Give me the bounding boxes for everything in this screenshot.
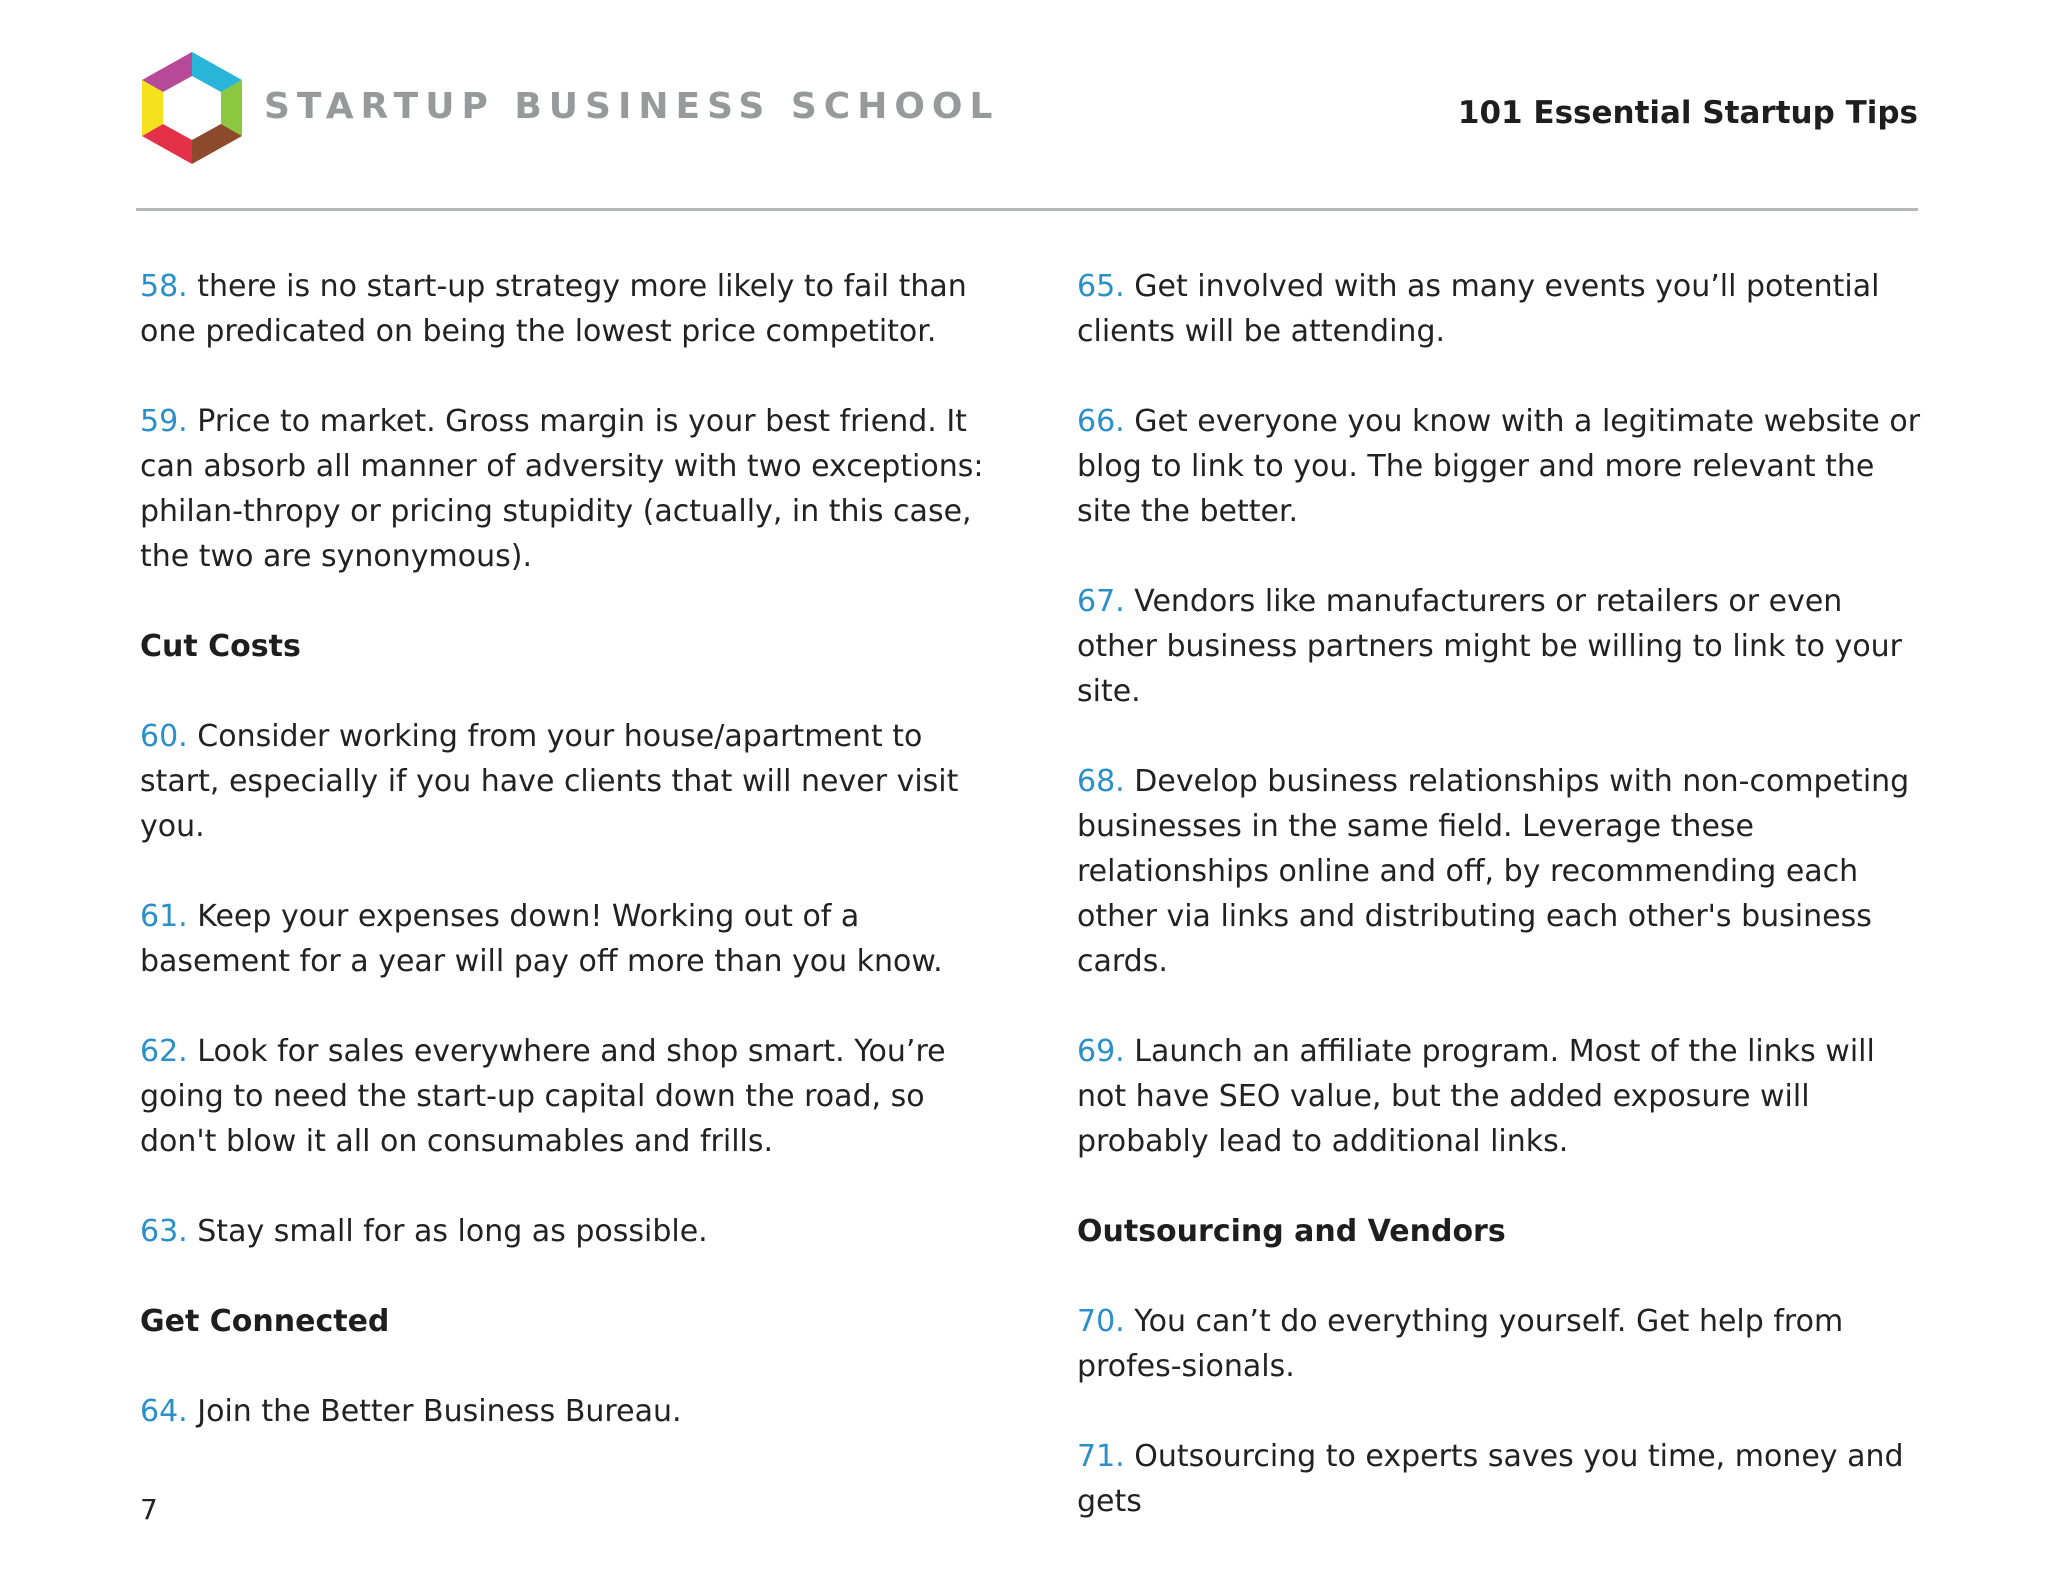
hexagon-logo-icon [138,48,246,168]
tip-number: 58. [140,269,188,304]
tip-item [1077,264,1927,354]
tip-number: 71. [1077,1439,1125,1474]
tip-text: Consider working from your house/apartment to start, especially if you have clients that will never visit you. [140,719,959,844]
tip-item [140,264,990,354]
tip-item [140,894,990,984]
tip-item [140,1389,990,1434]
tip-text: Develop business relationships with non-competing businesses in the same field. Leverage these relationships online and off, by recommending each other via links and distributing each other's business cards. [1077,764,1910,979]
right-column [1077,264,1927,1569]
header-divider [136,208,1918,211]
section-heading: Cut Costs [140,629,301,664]
tip-text: Stay small for as long as possible. [197,1214,708,1249]
tip-text: Launch an affiliate program. Most of the links will not have SEO value, but the added exposure will probably lead to additional links. [1077,1034,1875,1159]
tip-text: Join the Better Business Bureau. [197,1394,682,1429]
tip-item [1077,759,1927,984]
tip-item [1077,1029,1927,1164]
section-heading: Get Connected [140,1304,390,1339]
tip-number: 61. [140,899,188,934]
tip-text: Price to market. Gross margin is your best friend. It can absorb all manner of adversity with two exceptions: philan-thropy or pricing stupidity (actually, in this case, the two are synonymous). [140,404,984,574]
tip-text: Get involved with as many events you’ll potential clients will be attending. [1077,269,1880,349]
section-heading: Outsourcing and Vendors [1077,1214,1506,1249]
tip-item [1077,1434,1927,1524]
tip-item [140,399,990,579]
tip-item [1077,399,1927,534]
tip-number: 62. [140,1034,188,1069]
tip-number: 70. [1077,1304,1125,1339]
brand-name: STARTUP BUSINESS SCHOOL [264,86,1000,127]
tip-number: 69. [1077,1034,1125,1069]
document-title: 101 Essential Startup Tips [1457,95,1918,131]
tip-number: 60. [140,719,188,754]
tip-number: 64. [140,1394,188,1429]
tip-number: 68. [1077,764,1125,799]
tip-number: 63. [140,1214,188,1249]
tip-number: 59. [140,404,188,439]
tip-text: Vendors like manufacturers or retailers or even other business partners might be willing to link to your site. [1077,584,1903,709]
tip-number: 65. [1077,269,1125,304]
tip-text: there is no start-up strategy more likely to fail than one predicated on being the lowest price competitor. [140,269,967,349]
tip-item [140,1209,990,1254]
tip-item [1077,1299,1927,1389]
tip-number: 67. [1077,584,1125,619]
tip-item [1077,579,1927,714]
left-column [140,264,990,1479]
tip-number: 66. [1077,404,1125,439]
tip-text: You can’t do everything yourself. Get help from profes-sionals. [1077,1304,1844,1384]
tip-text: Get everyone you know with a legitimate website or blog to link to you. The bigger and more relevant the site the better. [1077,404,1921,529]
tip-item [140,1029,990,1164]
tip-text: Look for sales everywhere and shop smart. You’re going to need the start-up capital down the road, so don't blow it all on consumables and frills. [140,1034,946,1159]
tip-text: Outsourcing to experts saves you time, money and gets [1077,1439,1904,1519]
page-header [138,48,1918,178]
page-number: 7 [140,1493,158,1526]
tip-item [140,714,990,849]
tip-text: Keep your expenses down! Working out of a basement for a year will pay off more than you know. [140,899,943,979]
